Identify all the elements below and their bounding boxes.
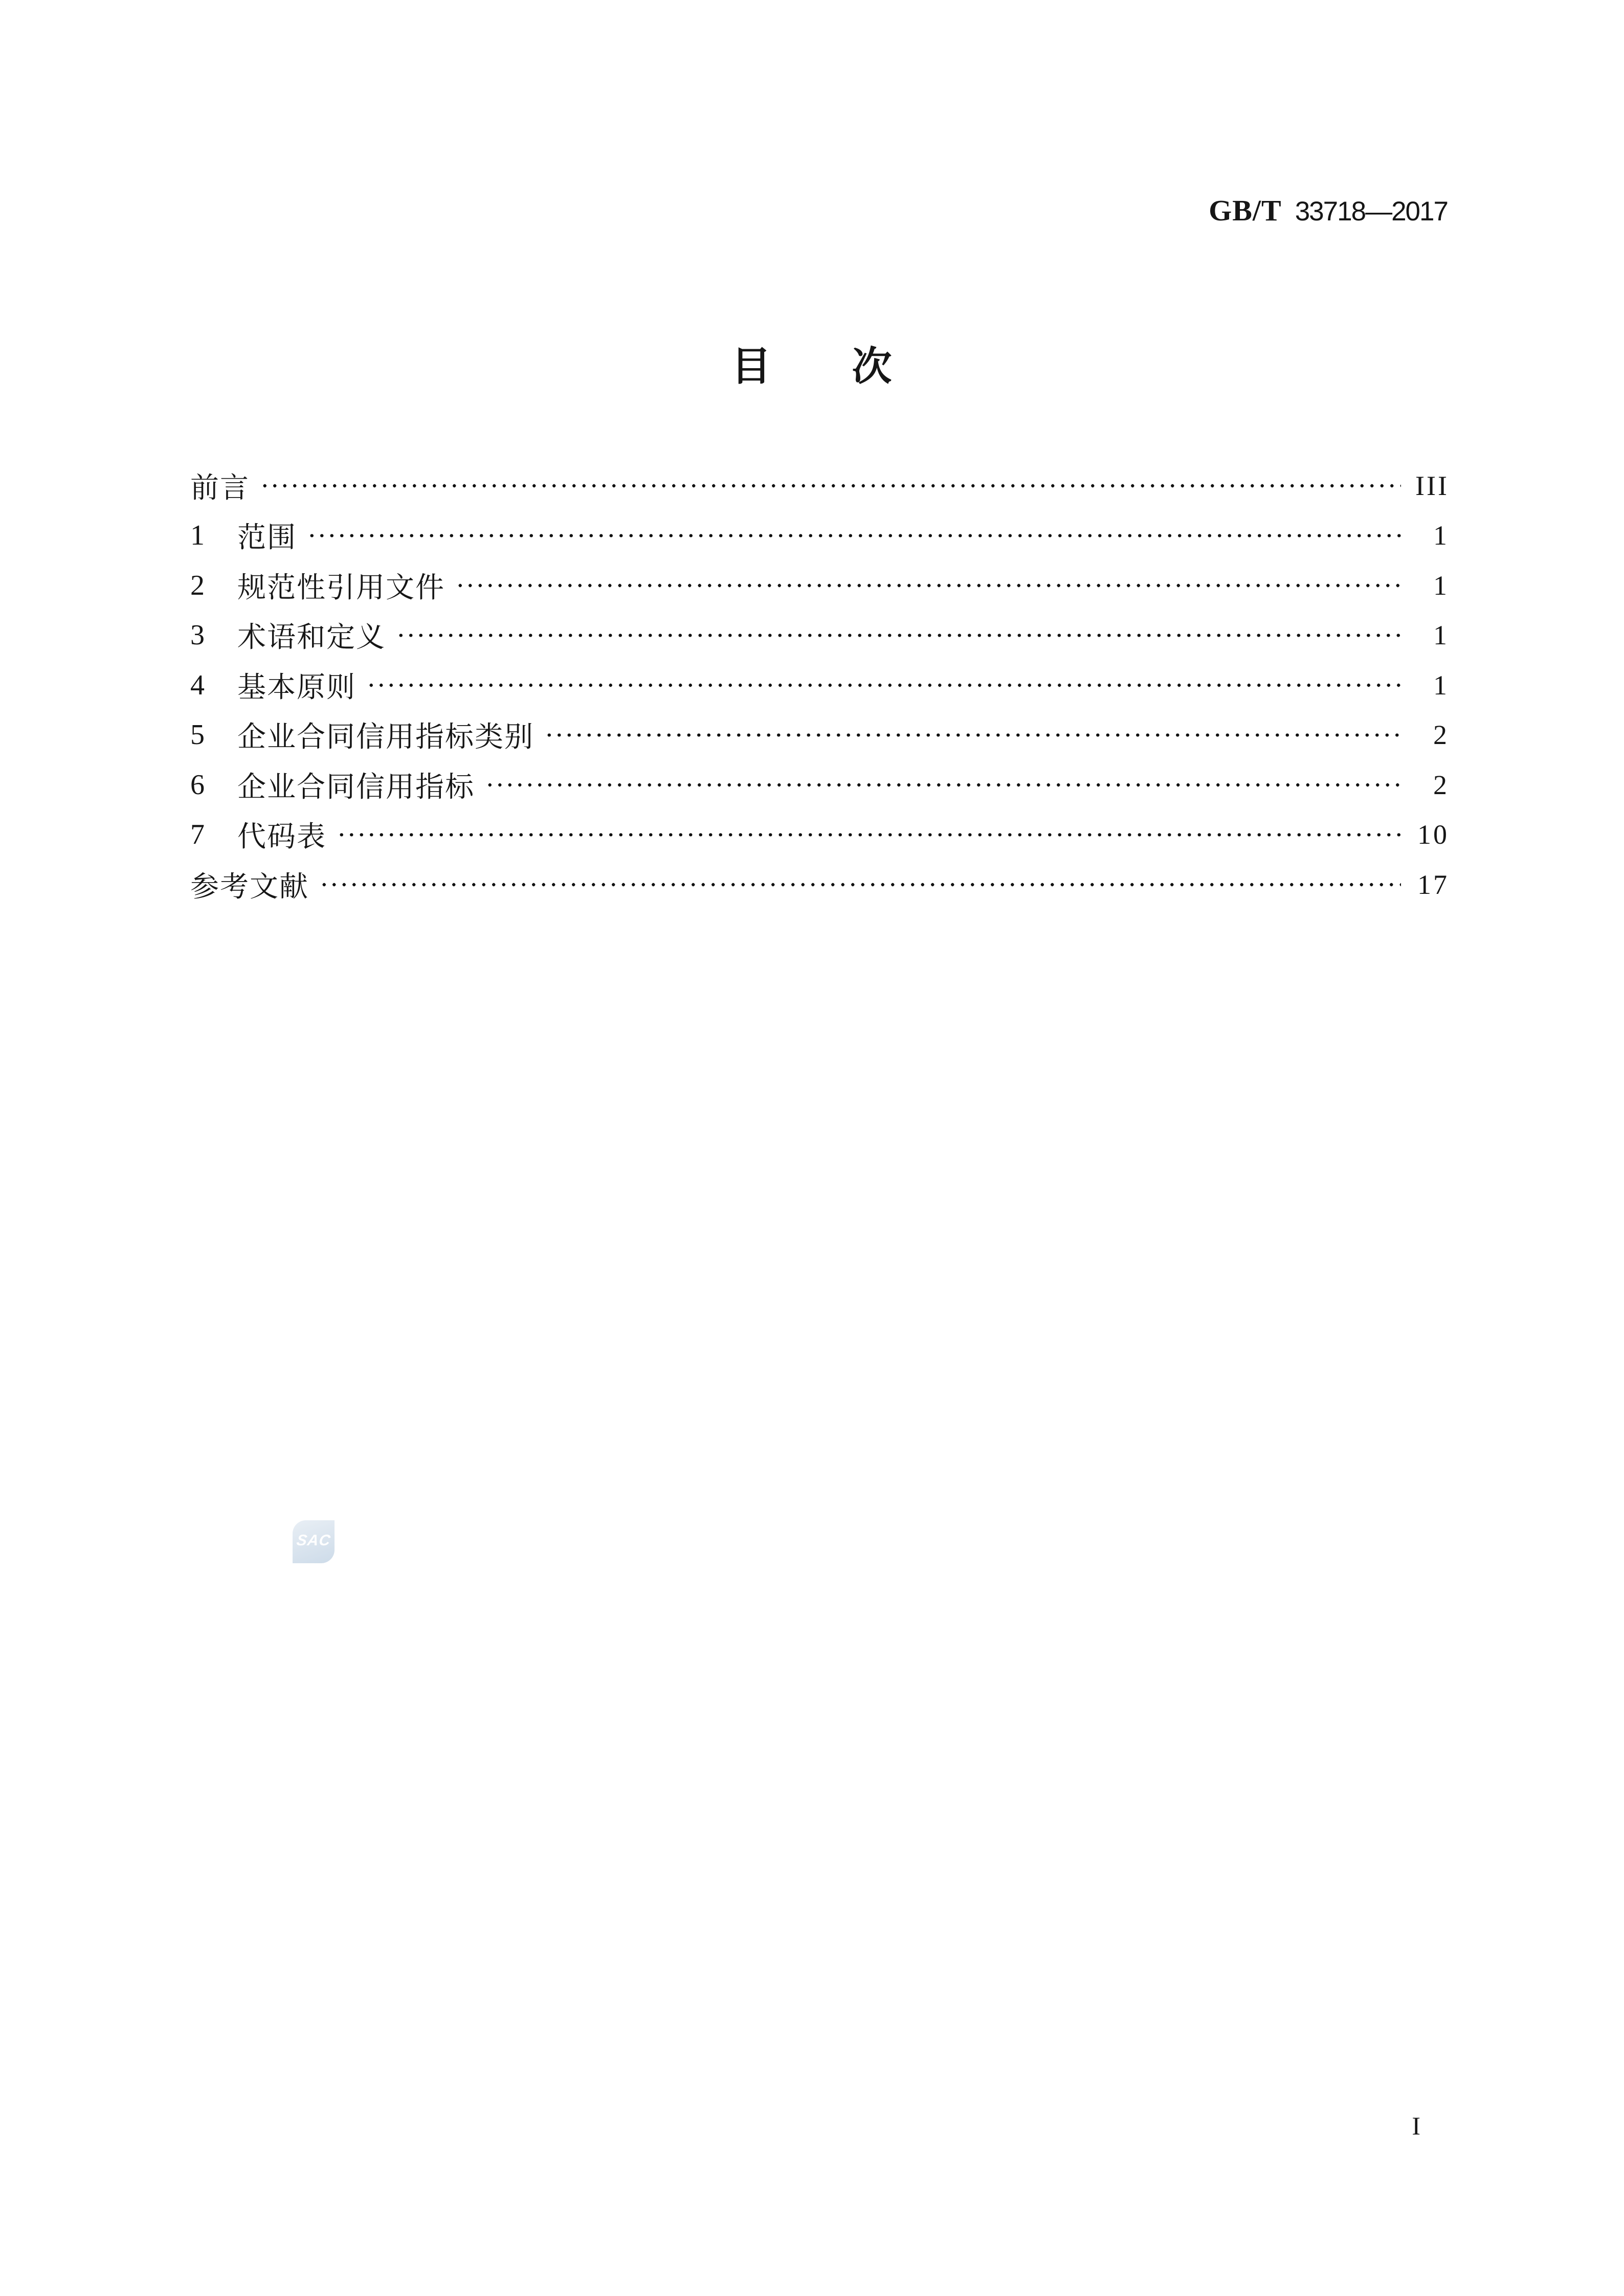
toc-entry-label: 参考文献 xyxy=(190,871,309,903)
toc-entry-number: 1 xyxy=(190,520,206,552)
page-title: 目 次 xyxy=(731,344,893,389)
sac-logo-watermark xyxy=(293,1520,335,1563)
toc-entry-page: 17 xyxy=(1417,869,1449,900)
toc-entry-number: 5 xyxy=(190,719,206,751)
toc-entry-page: 1 xyxy=(1433,520,1449,551)
toc-entry xyxy=(190,611,1449,661)
sac-logo-text: SAC xyxy=(295,1532,332,1549)
toc-entry xyxy=(190,710,1449,760)
toc-entry-label: 基本原则 xyxy=(237,671,356,704)
standard-code xyxy=(1209,193,1448,228)
toc-entry-label: 规范性引用文件 xyxy=(237,572,445,604)
toc-entry-page: 10 xyxy=(1417,819,1449,850)
toc-entry-page: 1 xyxy=(1433,620,1449,651)
standard-code-prefix: GB/T xyxy=(1209,194,1282,227)
dot-leader xyxy=(455,560,1401,611)
toc-entry xyxy=(190,860,1449,910)
toc-entry-page: 1 xyxy=(1433,570,1449,601)
toc-entry-label: 前言 xyxy=(190,472,250,504)
toc-entry-number: 6 xyxy=(190,769,206,801)
dot-leader xyxy=(366,660,1401,710)
footer-page-number: I xyxy=(1412,2111,1420,2140)
toc-entry-number: 7 xyxy=(190,819,206,851)
toc-entry-page: 2 xyxy=(1433,769,1449,800)
toc-entry-label: 术语和定义 xyxy=(237,622,386,654)
toc-entry xyxy=(190,660,1449,710)
toc-entry xyxy=(190,810,1449,860)
table-of-contents xyxy=(190,461,1449,910)
toc-entry-page: III xyxy=(1415,470,1449,501)
toc-entry xyxy=(190,760,1449,810)
dot-leader xyxy=(337,810,1401,860)
toc-entry-number: 4 xyxy=(190,669,206,701)
toc-entry-label: 企业合同信用指标类别 xyxy=(237,722,534,754)
dot-leader xyxy=(485,760,1401,810)
toc-entry-label: 代码表 xyxy=(237,821,326,853)
toc-entry-page: 1 xyxy=(1433,669,1449,701)
toc-entry xyxy=(190,511,1449,561)
dot-leader xyxy=(260,461,1401,511)
toc-entry xyxy=(190,560,1449,611)
standard-code-number: 33718—2017 xyxy=(1295,196,1448,227)
toc-entry-label: 范围 xyxy=(237,522,297,554)
dot-leader xyxy=(307,511,1401,561)
dot-leader xyxy=(319,860,1401,910)
dot-leader xyxy=(396,611,1401,661)
toc-entry-number: 2 xyxy=(190,569,206,601)
toc-entry-label: 企业合同信用指标 xyxy=(237,771,475,803)
toc-entry-page: 2 xyxy=(1433,719,1449,751)
toc-entry-number: 3 xyxy=(190,619,206,651)
toc-entry xyxy=(190,461,1449,511)
dot-leader xyxy=(544,710,1401,760)
